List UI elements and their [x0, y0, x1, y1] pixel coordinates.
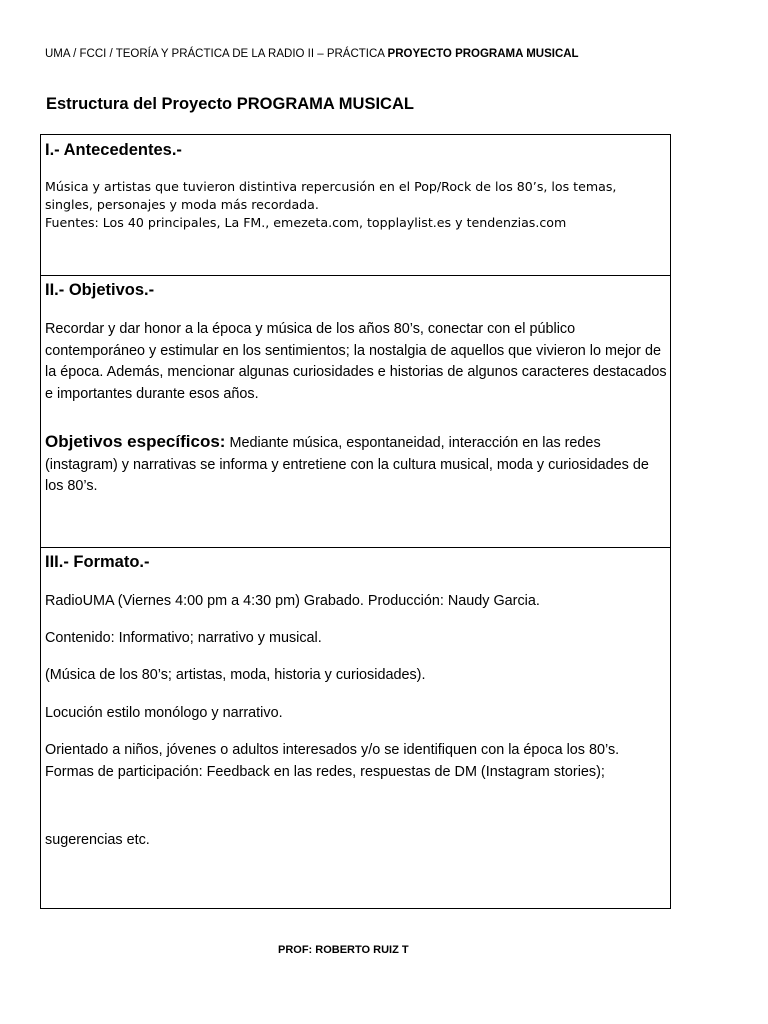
section-objetivos	[40, 275, 671, 548]
objetivos-text: Recordar y dar honor a la época y música de los años 80’s, conectar con el público contemporáneo y estimular en los sentimientos; la nostalgia de aquellos que vivieron lo mejor de la época. Además, mencionar algunas curiosidades e historias de algunos caracteres destacados e importantes durante esos años.	[45, 321, 667, 402]
formato-heading: III.- Formato.-	[45, 553, 150, 571]
antecedentes-heading: I.- Antecedentes.-	[45, 141, 182, 159]
formato-emision: RadioUMA (Viernes 4:00 pm a 4:30 pm) Grabado. Producción: Naudy Garcia.	[45, 593, 540, 609]
formato-locucion: Locución estilo monólogo y narrativo.	[45, 705, 283, 721]
footer-professor: PROF: ROBERTO RUIZ T	[278, 944, 409, 956]
section-formato	[40, 547, 671, 909]
formato-audiencia: Orientado a niños, jóvenes o adultos interesados y/o se identifiquen con la época los 80’s. Formas de participación: Feedback en las redes, respuestas de DM (Instagram stories);	[45, 742, 620, 780]
objetivos-heading: II.- Objetivos.-	[45, 281, 155, 299]
document-title: Estructura del Proyecto PROGRAMA MUSICAL	[46, 95, 414, 113]
antecedentes-line1: Música y artistas que tuvieron distintiva repercusión en el Pop/Rock de los 80’s, los temas, singles, personajes y moda más recordada.	[45, 179, 617, 212]
header-prefix: UMA / FCCI / TEORÍA Y PRÁCTICA DE LA RADIO II – PRÁCTICA	[45, 48, 388, 60]
objetivos-especificos-label: Objetivos específicos:	[45, 432, 226, 451]
formato-musica: (Música de los 80’s; artistas, moda, historia y curiosidades).	[45, 667, 426, 683]
section-antecedentes	[40, 134, 671, 276]
antecedentes-sources: Fuentes: Los 40 principales, La FM., emezeta.com, topplaylist.es y tendenzias.com	[45, 215, 567, 230]
document-header	[45, 48, 579, 60]
formato-contenido: Contenido: Informativo; narrativo y musical.	[45, 630, 322, 646]
objetivos-especificos-text: Mediante música, espontaneidad, interacción en las redes (instagram) y narrativas se informa y entretiene con la cultura musical, moda y curiosidades de los 80’s.	[45, 435, 649, 494]
objetivos-especificos	[45, 431, 667, 498]
header-bold: PROYECTO PROGRAMA MUSICAL	[387, 48, 579, 60]
formato-sugerencias: sugerencias etc.	[45, 832, 150, 848]
antecedentes-text	[45, 178, 665, 232]
